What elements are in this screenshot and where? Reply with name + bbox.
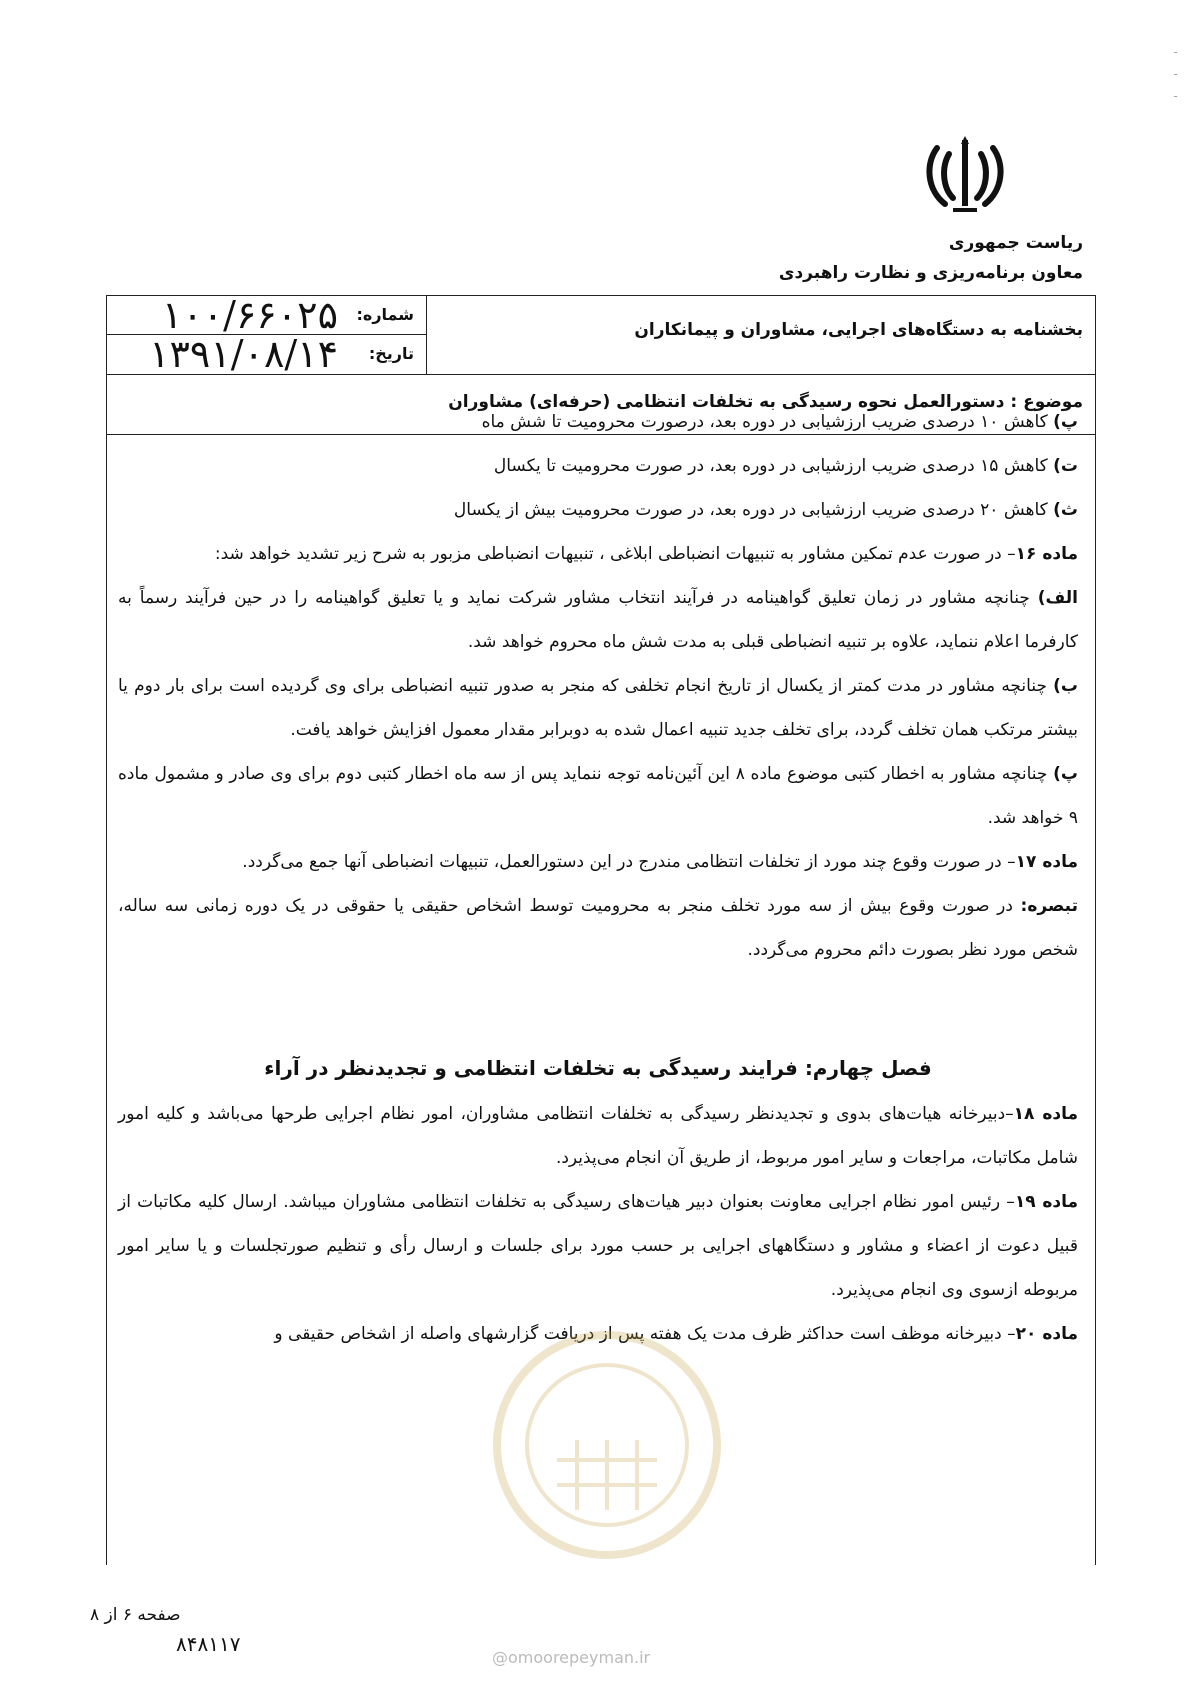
paragraph-head: پ) xyxy=(1053,412,1078,432)
document-body xyxy=(118,400,1078,1356)
paragraph-head: تبصره: xyxy=(1020,896,1078,916)
paragraph-text: – دبیرخانه موظف است حداکثر ظرف مدت یک هفته پس از دریافت گزارشهای واصله از اشخاص حقیقی و xyxy=(274,1324,1016,1344)
number-date-box xyxy=(107,293,427,376)
number-line xyxy=(107,293,426,337)
margin-mark: ـ xyxy=(1174,89,1177,100)
paragraph xyxy=(118,576,1078,664)
paragraph xyxy=(118,840,1078,884)
paragraph-head: ب) xyxy=(1053,676,1078,696)
paragraph-head: ماده ۱۷ xyxy=(1015,852,1078,872)
chapter-title: فصل چهارم: فرایند رسیدگی به تخلفات انتظامی و تجدیدنظر در آراء xyxy=(264,1056,932,1080)
paragraph-head: ماده ۲۰ xyxy=(1015,1324,1078,1344)
margin-marks xyxy=(1174,40,1177,106)
paragraph-text: کاهش ۱۰ درصدی ضریب ارزشیابی در دوره بعد، درصورت محرومیت تا شش ماه xyxy=(481,412,1054,432)
paragraph xyxy=(118,532,1078,576)
paragraph-text: – در صورت عدم تمکین مشاور به تنبیهات انضباطی ابلاغی ، تنبیهات انضباطی مزبور به شرح زیر تشدید خواهد شد: xyxy=(214,544,1016,564)
paragraph xyxy=(118,884,1078,972)
date-label: تاریخ: xyxy=(368,344,414,363)
paragraph-head: ماده ۱۸ xyxy=(1013,1104,1078,1124)
paragraph xyxy=(118,1180,1078,1312)
paragraph xyxy=(118,488,1078,532)
paragraph-head: ماده ۱۹ xyxy=(1014,1192,1078,1212)
watermark-seal xyxy=(482,1320,732,1570)
subject-line: موضوع : دستورالعمل نحوه رسیدگی به تخلفات انتظامی (حرفه‌ای) مشاوران xyxy=(448,392,1083,412)
org-line-2: معاون برنامه‌ریزی و نظارت راهبردی xyxy=(778,263,1083,283)
org-line-1: ریاست جمهوری xyxy=(948,233,1083,253)
number-label: شماره: xyxy=(356,305,414,324)
date-line xyxy=(107,332,426,376)
paragraph xyxy=(118,752,1078,840)
paragraph-text: در صورت وقوع بیش از سه مورد تخلف منجر به محرومیت توسط اشخاص حقیقی یا حقوقی در یک دوره زمانی سه ساله، شخص مورد نظر بصورت دائم محروم می‌گردد. xyxy=(118,896,1078,960)
paragraph-text: کاهش ۱۵ درصدی ضریب ارزشیابی در دوره بعد، در صورت محرومیت تا یکسال xyxy=(493,456,1054,476)
recipient-line: بخشنامه به دستگاه‌های اجرایی، مشاوران و پیمانکاران xyxy=(634,320,1083,340)
issuing-organization xyxy=(779,228,1083,288)
number-value: ۱۰۰/۶۶۰۲۵ xyxy=(161,293,338,337)
page-number: صفحه ۶ از ۸ xyxy=(90,1605,181,1625)
iran-emblem-logo xyxy=(923,134,1007,214)
paragraph-head: ت) xyxy=(1053,456,1078,476)
watermark-url: @omoorepeyman.ir xyxy=(492,1648,651,1667)
paragraph-text: –دبیرخانه هیات‌های بدوی و تجدیدنظر رسیدگی به تخلفات انتظامی مشاوران، امور نظام اجرایی طرحها می‌باشد و کلیه امور شامل مکاتبات، مراجعات و سایر امور مربوط، از طریق آن انجام می‌پذیرد. xyxy=(118,1104,1078,1168)
margin-mark: ـ xyxy=(1174,45,1177,56)
paragraph-text: چنانچه مشاور به اخطار کتبی موضوع ماده ۸ این آئین‌نامه توجه ننماید پس از سه ماه اخطار کتبی دوم برای وی صادر و مشمول ماده ۹ خواهد شد. xyxy=(118,764,1078,828)
paragraph-text: – در صورت وقوع چند مورد از تخلفات انتظامی مندرج در این دستورالعمل، تنبیهات انضباطی آنها جمع می‌گردد. xyxy=(242,852,1016,872)
date-value: ۱۳۹۱/۰۸/۱۴ xyxy=(149,332,338,376)
paragraph-head: ث) xyxy=(1053,500,1078,520)
paragraph xyxy=(118,1092,1078,1180)
paragraph-text: چنانچه مشاور در مدت کمتر از یکسال از تاریخ انجام تخلفی که منجر به صدور تنبیه انضباطی برای وی گردیده است برای بار دوم یا بیشتر مرتکب همان تخلف گردد، برای تخلف جدید تنبیه اعمال شده به دوبرابر مقدار معمول افزایش خواهد یافت. xyxy=(118,676,1078,740)
paragraph-text: چنانچه مشاور در زمان تعلیق گواهینامه در فرآیند انتخاب مشاور شرکت نماید و یا تعلیق گواهینامه را در حین فرآیند رسماً به کارفرما اعلام ننماید، علاوه بر تنبیه انضباطی قبلی به مدت شش ماه محروم خواهد شد. xyxy=(118,588,1078,652)
header-row-recipient xyxy=(107,293,1095,376)
paragraph-head: پ) xyxy=(1053,764,1078,784)
paragraph xyxy=(118,400,1078,444)
paragraph-head: الف) xyxy=(1037,588,1078,608)
paragraph-text: کاهش ۲۰ درصدی ضریب ارزشیابی در دوره بعد، در صورت محرومیت بیش از یکسال xyxy=(453,500,1054,520)
document-code: ۸۴۸۱۱۷ xyxy=(176,1632,241,1656)
paragraph-text: – رئیس امور نظام اجرایی معاونت بعنوان دبیر هیات‌های رسیدگی به تخلفات انتظامی مشاوران میباشد. ارسال کلیه مکاتبات از قبیل دعوت از اعضاء و مشاور و دستگاههای اجرایی بر حسب مورد برای جلسات و ارسال رأی و تنظیم صورتجلسات و یا سایر امور مربوطه ازسوی وی انجام می‌پذیرد. xyxy=(118,1192,1078,1300)
paragraph-head: ماده ۱۶ xyxy=(1015,544,1078,564)
margin-mark: ـ xyxy=(1174,67,1177,78)
paragraph xyxy=(118,444,1078,488)
paragraph xyxy=(118,664,1078,752)
